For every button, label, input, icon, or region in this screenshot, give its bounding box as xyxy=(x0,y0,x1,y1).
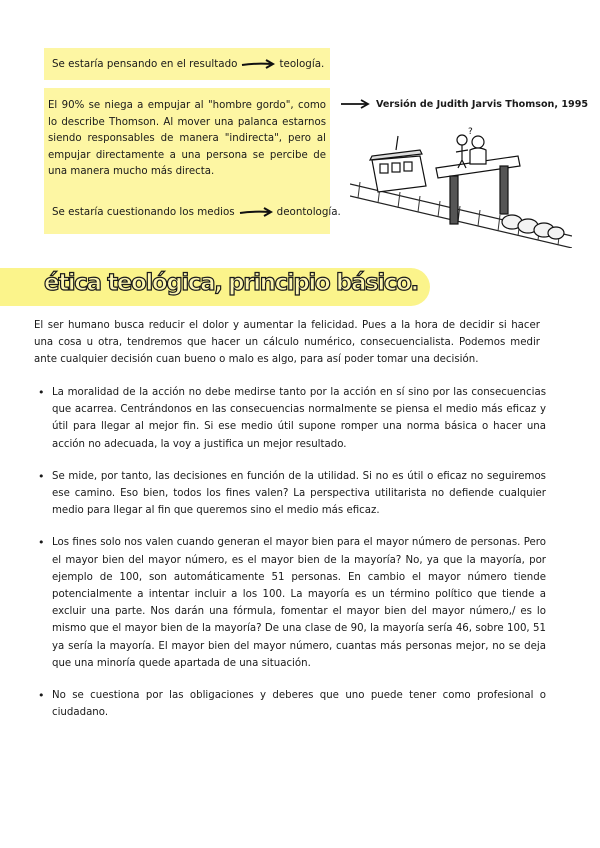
list-item: • La moralidad de la acción no debe medirse tanto por la acción en sí sino por las consecuencias que acarrea. Centrándonos en las consecuencias normalmente se piensa el medio más eficaz y útil para llegar al mejor fin. Si ese medio útil supone romper una norma básica o hacer una acción no adecuada, la voy a justifica un mejor resultado. xyxy=(34,384,546,453)
list-item: • Se mide, por tanto, las decisiones en función de la utilidad. Si no es útil o eficaz no seguiremos ese camino. Eso bien, todos los fines valen? La perspectiva utilitarista no defiende cualquier medio para llegar al fin que queremos sino el medio más eficaz. xyxy=(34,468,546,520)
section-title: ética teológica, principio básico. xyxy=(44,270,418,296)
figure-caption xyxy=(340,98,588,110)
caption-text: Versión de Judith Jarvis Thomson, 1995 xyxy=(376,98,589,110)
list-item: • Los fines solo nos valen cuando generan el mayor bien para el mayor número de personas. Pero el mayor bien del mayor número, es el mayor bien de la mayoría? No, ya que la mayoría, por ejemplo de 100, son automáticamente 51 personas. En cambio el mayor número tiende potencialmente a intentar incluir a los 100. La mayoría es un término político que tiende a excluir una parte. Nos darán una fórmula, fomentar el mayor bien del mayor número,/ es lo mismo que el mayor bien de la mayoría? De una clase de 90, la mayoría sería 46, sobre 100, 51 ya sería la mayoría. El mayor bien del mayor número, cuantas más personas mejor, no se deja que una minoría quede apartada de una situación. xyxy=(34,534,546,672)
arrow-right-icon xyxy=(340,98,370,110)
means-text: Se estaría cuestionando los medios xyxy=(52,206,235,218)
list-item: • No se cuestiona por las obligaciones y deberes que uno puede tener como profesional o ciudadano. xyxy=(34,687,546,721)
svg-text:?: ? xyxy=(468,127,473,137)
arrow-right-icon xyxy=(241,58,275,70)
means-target: deontología. xyxy=(276,206,341,218)
result-text: Se estaría pensando en el resultado xyxy=(52,58,238,70)
bullet-list xyxy=(34,384,546,736)
thomson-paragraph: El 90% se niega a empujar al "hombre gordo", como lo describe Thomson. Al mover una palanca estarnos siendo responsables de manera "indirecta", pero al empujar directamente a una persona se percibe de una manera mucho más directa. xyxy=(48,100,326,178)
result-line xyxy=(52,58,324,70)
intro-paragraph: El ser humano busca reducir el dolor y aumentar la felicidad. Pues a la hora de decidir si hacer una cosa u otra, tendremos que hacer un cálculo numérico, consecuencialista. Podemos medir ante cualquier decisión cuan bueno o malo es algo, para así poder tomar una decisión. xyxy=(34,320,540,365)
means-line xyxy=(52,206,341,218)
result-target: teología. xyxy=(279,58,325,70)
arrow-right-icon xyxy=(239,206,273,218)
trolley-problem-bridge-drawing-icon xyxy=(350,126,572,248)
